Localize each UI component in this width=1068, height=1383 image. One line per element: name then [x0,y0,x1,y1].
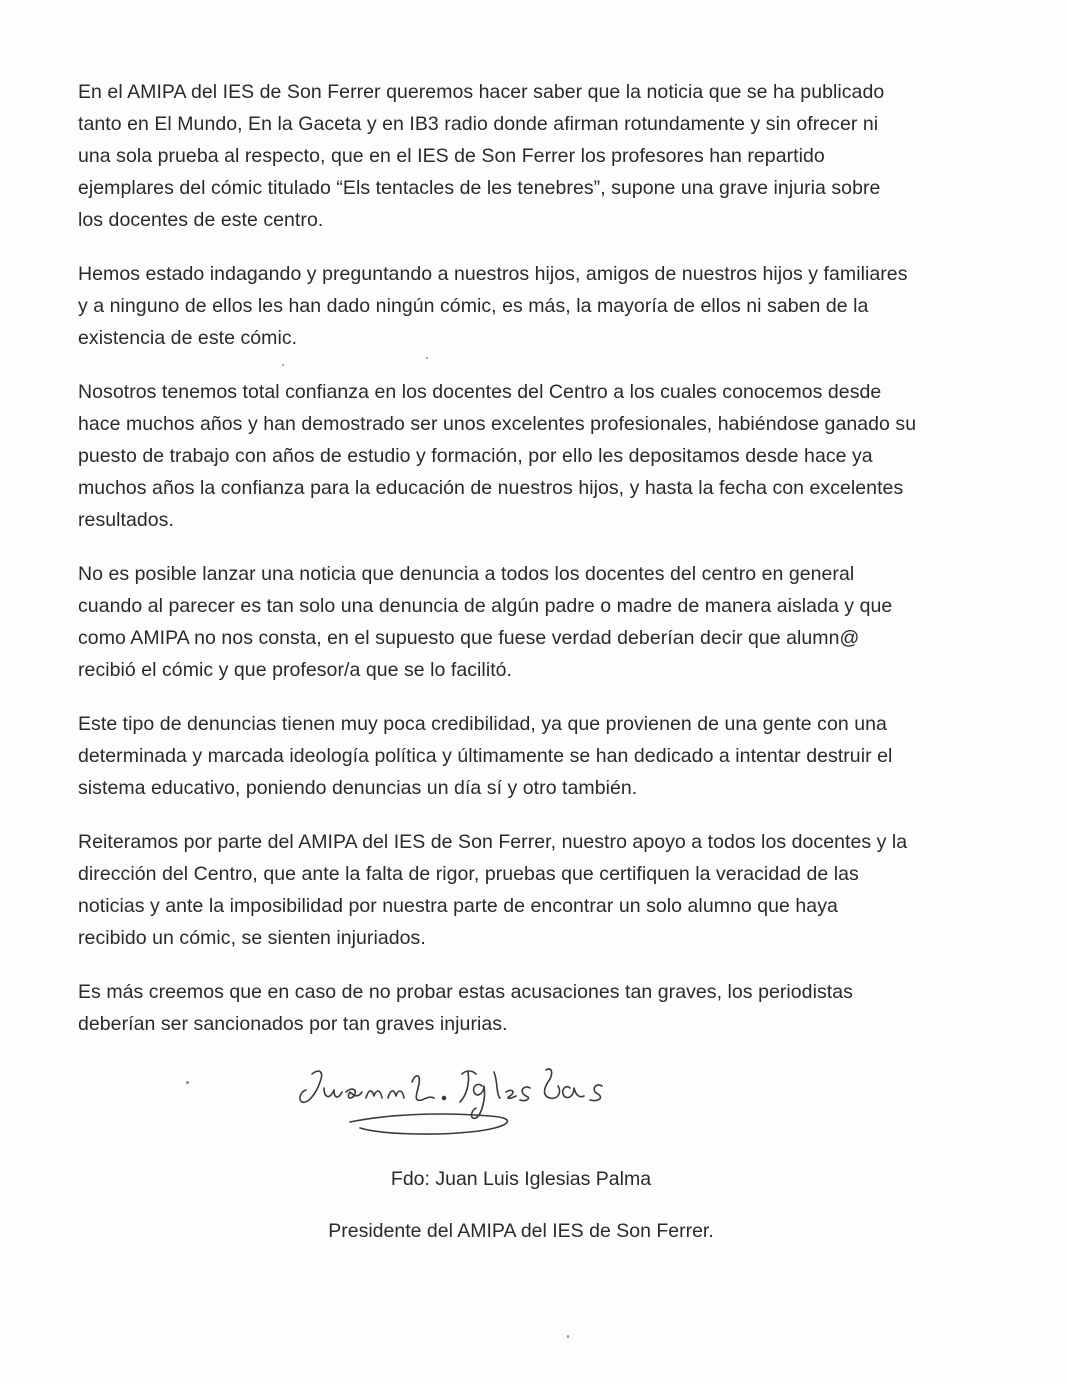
text-line: recibió el cómic y que profesor/a que se lo facilitó. [78,659,513,681]
text-line: muchos años la confianza para la educación de nuestros hijos, y hasta la fecha con excelentes [78,477,904,499]
text-line: deberían ser sancionados por tan graves injurias. [78,1013,508,1035]
text-line: existencia de este cómic. [78,327,298,349]
text-line: Es más creemos que en caso de no probar estas acusaciones tan graves, los periodistas [78,981,853,1003]
text-line: cuando al parecer es tan solo una denuncia de algún padre o madre de manera aislada y que [78,595,893,617]
text-line: hace muchos años y han demostrado ser unos excelentes profesionales, habiéndose ganado su [78,413,917,435]
text-line: como AMIPA no nos consta, en el supuesto que fuese verdad deberían decir que alumn@ [78,627,860,649]
paragraph [78,558,978,686]
letter-body [78,76,978,1062]
scan-speck [567,1335,569,1338]
text-line: una sola prueba al respecto, que en el IES de Son Ferrer los profesores han repartido [78,145,825,167]
signer-name: Fdo: Juan Luis Iglesias Palma [390,1168,652,1190]
text-line: puesto de trabajo con años de estudio y formación, por ello les depositamos desde hace ya [78,445,873,467]
signer-role: Presidente del AMIPA del IES de Son Ferrer. [328,1220,714,1242]
text-line: No es posible lanzar una noticia que denuncia a todos los docentes del centro en general [78,563,855,585]
text-line: ejemplares del cómic titulado “Els tentacles de les tenebres”, supone una grave injuria sobre [78,177,881,199]
handwritten-signature [290,1052,690,1142]
paragraph [78,976,978,1040]
text-line: resultados. [78,509,174,531]
paragraph [78,258,978,354]
paragraph [78,76,978,236]
paragraph [78,826,978,954]
scan-speck [186,1081,189,1084]
text-line: Este tipo de denuncias tienen muy poca credibilidad, ya que provienen de una gente con una [78,713,887,735]
text-line: En el AMIPA del IES de Son Ferrer queremos hacer saber que la noticia que se ha publicado [78,81,885,103]
text-line: dirección del Centro, que ante la falta de rigor, pruebas que certifiquen la veracidad de las [78,863,859,885]
text-line: Nosotros tenemos total confianza en los docentes del Centro a los cuales conocemos desde [78,381,882,403]
text-line: determinada y marcada ideología política y últimamente se han dedicado a intentar destruir el [78,745,893,767]
text-line: recibido un cómic, se sienten injuriados. [78,927,426,949]
paragraph [78,376,978,536]
text-line: Reiteramos por parte del AMIPA del IES de Son Ferrer, nuestro apoyo a todos los docentes y la [78,831,908,853]
scan-speck [282,364,284,366]
text-line: sistema educativo, poniendo denuncias un día sí y otro también. [78,777,638,799]
text-line: tanto en El Mundo, En la Gaceta y en IB3 radio donde afirman rotundamente y sin ofrecer ni [78,113,879,135]
scan-speck [426,357,428,359]
text-line: y a ninguno de ellos les han dado ningún cómic, es más, la mayoría de ellos ni saben de la [78,295,869,317]
text-line: noticias y ante la imposibilidad por nuestra parte de encontrar un solo alumno que haya [78,895,838,917]
text-line: Hemos estado indagando y preguntando a nuestros hijos, amigos de nuestros hijos y familiares [78,263,908,285]
text-line: los docentes de este centro. [78,209,324,231]
paragraph [78,708,978,804]
